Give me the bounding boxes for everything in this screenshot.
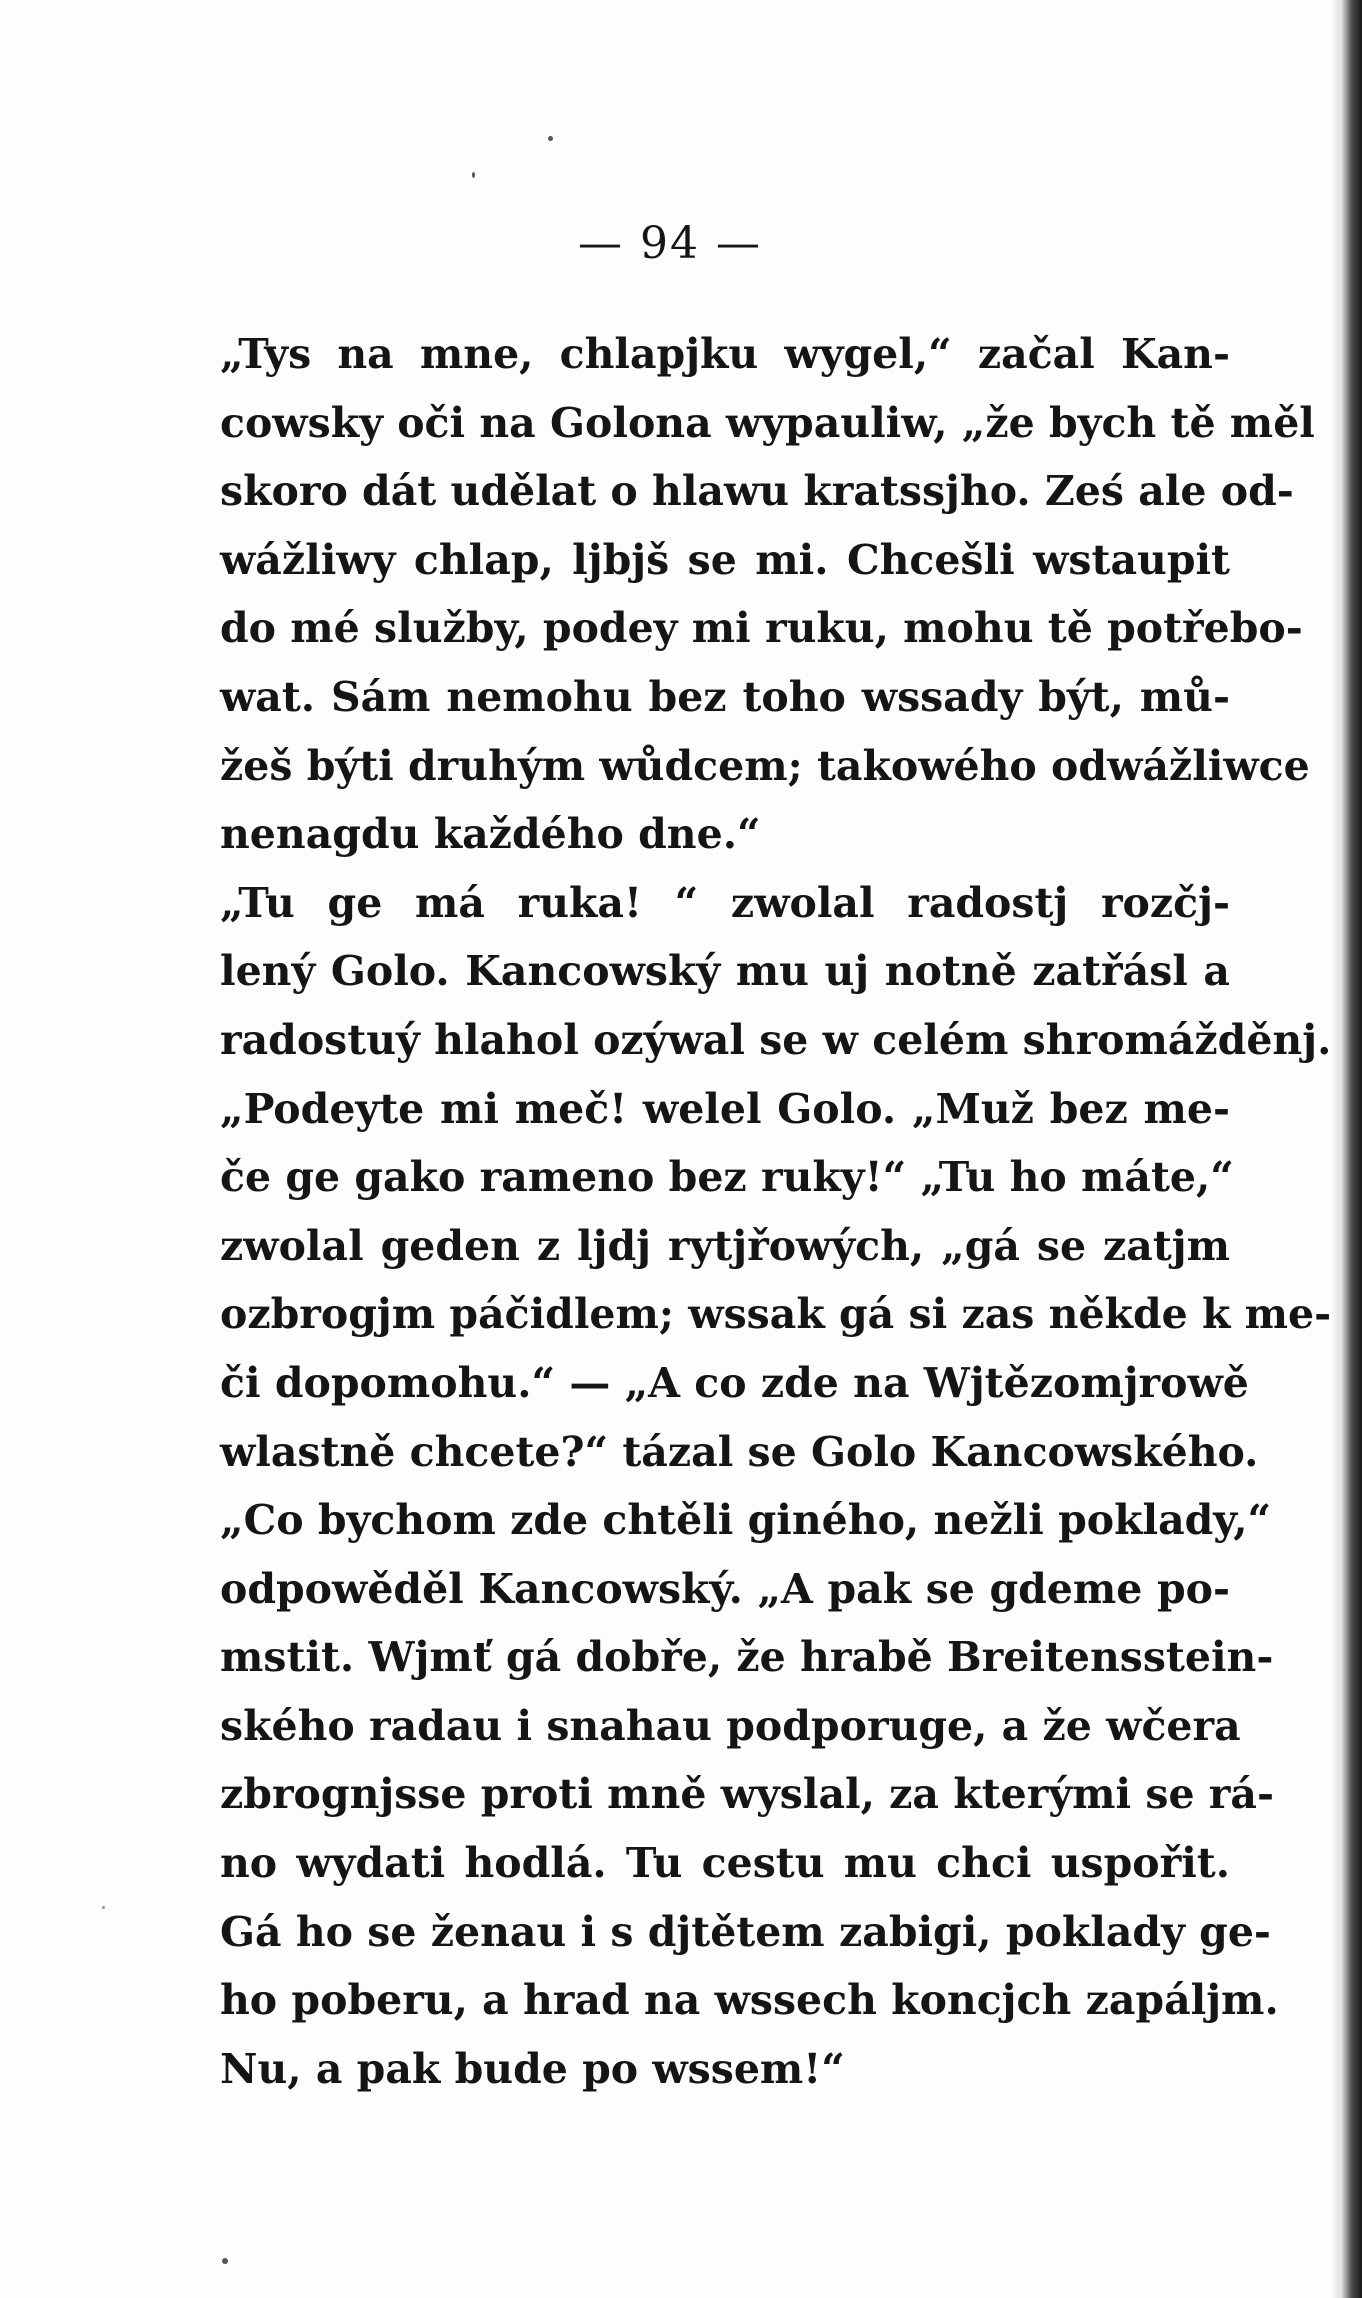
text-line: no wydati hodlá. Tu cestu mu chci uspořit. [220,1839,1230,1888]
paper-speck [222,2258,228,2264]
text-line: ho poberu, a hrad na wssech koncjch zapáljm. [220,1976,1279,2025]
text-line: nenagdu každého dne.“ [220,810,761,859]
text-line: cowsky oči na Golona wypauliw, „že bych tě měl [220,398,1315,447]
text-line: ského radau i snahau podporuge, a že wčera [220,1701,1241,1750]
text-line: „Podeyte mi meč! welel Golo. „Muž bez me- [220,1084,1230,1133]
text-line: ozbrogjm páčidlem; wssak gá si zas někde k me- [220,1290,1332,1339]
text-line: „Co bychom zde chtěli giného, nežli poklady,“ [220,1496,1272,1545]
text-line: zbrognjsse proti mně wyslal, za kterými se rá- [220,1770,1274,1819]
text-line: lený Golo. Kancowský mu uj notně zatřásl a [220,947,1230,996]
body-text [220,320,1332,2103]
text-line: wlastně chcete?“ tázal se Golo Kancowského. [220,1427,1259,1476]
text-line: odpowěděl Kancowský. „A pak se gdeme po- [220,1564,1230,1613]
text-line: radostuý hlahol ozýwal se w celém shromážděnj. [220,1015,1332,1064]
text-line: če ge gako rameno bez ruky!“ „Tu ho máte,“ [220,1153,1234,1202]
text-line: „Tys na mne, chlapjku wygel,“ začal Kan- [220,330,1230,378]
text-line: wat. Sám nemohu bez toho wssady být, mů- [220,672,1230,721]
text-line: či dopomohu.“ — „A co zde na Wjtězomjrowě [220,1358,1249,1407]
paper-speck [548,136,553,141]
paper-speck [472,172,475,178]
page-fold-shadow [1332,0,1340,2298]
paper-speck [102,1906,105,1909]
text-line: zwolal geden z ljdj rytjřowých, „gá se zatjm [220,1221,1230,1270]
scan-edge [1340,0,1362,2298]
text-line: žeš býti druhým wůdcem; takowého odwážliwce [220,741,1310,790]
text-line: Gá ho se ženau i s djtětem zabigi, poklady ge- [220,1907,1271,1956]
text-line: wážliwy chlap, ljbjš se mi. Chcešli wstaupit [220,535,1230,584]
text-line: skoro dát udělat o hlawu kratssjho. Ześ ale od- [220,467,1294,516]
text-line: do mé služby, podey mi ruku, mohu tě potřebo- [220,604,1303,653]
page-number: — 94 — [578,218,762,269]
text-line: „Tu ge má ruka! “ zwolal radostj rozčj- [220,878,1230,927]
text-line: mstit. Wjmť gá dobře, že hrabě Breitensstein- [220,1633,1274,1682]
text-line: Nu, a pak bude po wssem!“ [220,2044,845,2093]
